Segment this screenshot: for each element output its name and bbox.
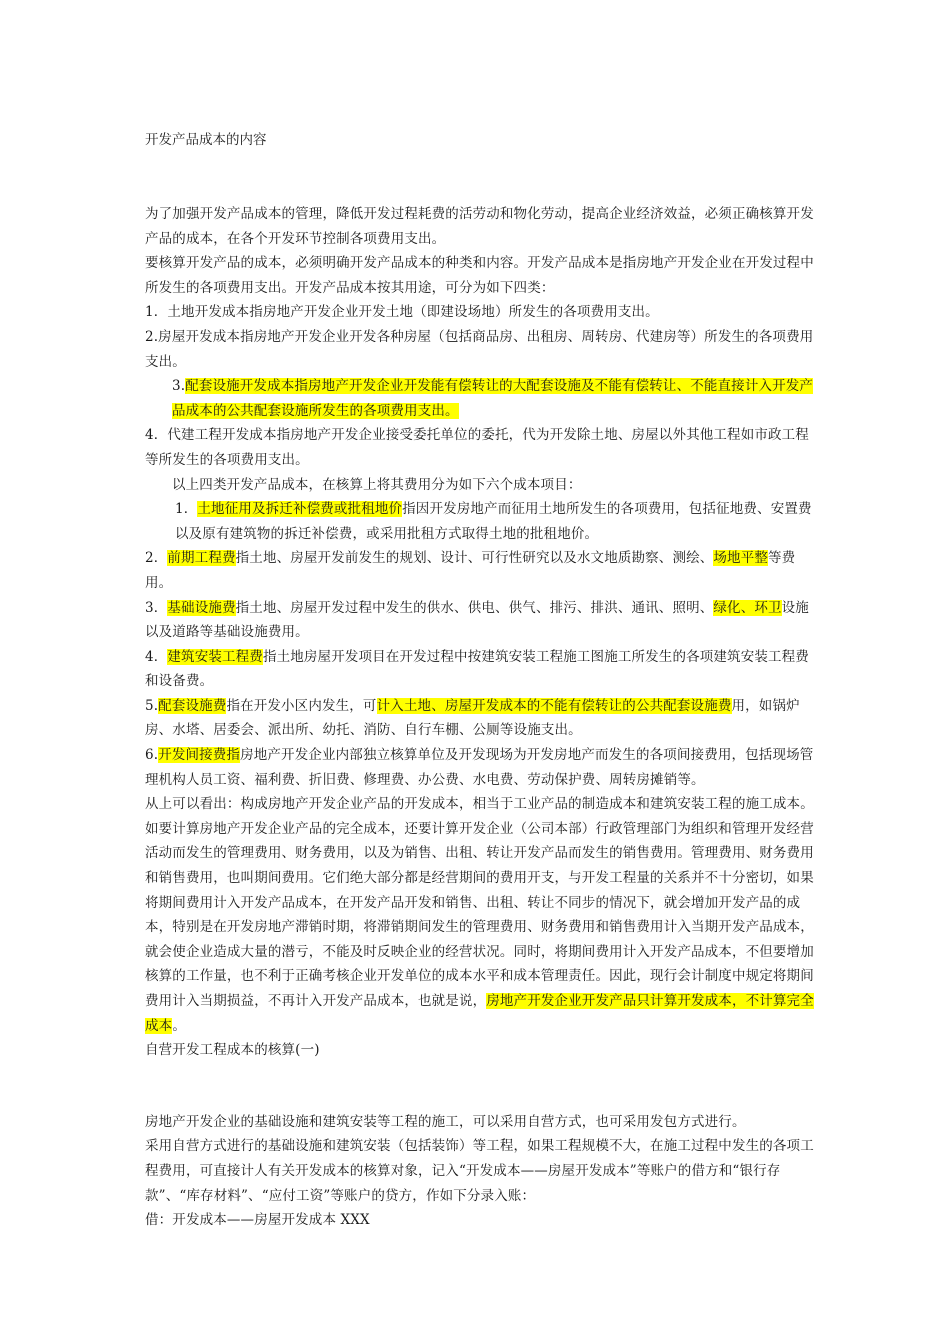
- cost-type-3: [145, 374, 815, 423]
- cost-item-5-end: 用，如锅炉房、水塔、居委会、派出所、幼托、消防、自行车棚、公厕等设施支出。: [145, 697, 800, 739]
- cost-item-1-number: 1．: [175, 501, 198, 518]
- cost-item-2-end: 等费用。: [145, 550, 796, 591]
- intro-paragraph-1: 为了加强开发产品成本的管理，降低开发过程耗费的活劳动和物化劳动，提高企业经济效益，必须正确核算开发产品的成本，在各个开发环节控制各项费用支出。: [145, 206, 814, 247]
- cost-item-3-text: 指土地、房屋开发过程中发生的供水、供电、供气、排污、排洪、通讯、照明、: [235, 599, 714, 616]
- cost-item-3-number: 3．: [145, 599, 168, 616]
- intro-paragraph-2: 要核算开发产品的成本，必须明确开发产品成本的种类和内容。开发产品成本是指房地产开发企业在开发过程中所发生的各项费用支出。开发产品成本按其用途，可分为如下四类：: [145, 255, 814, 296]
- cost-item-5-highlight-2: 计入土地、房屋开发成本的不能有偿转让的公共配套设施费: [376, 697, 732, 714]
- conclusion-text: 从上可以看出：构成房地产开发企业产品的开发成本，相当于工业产品的制造成本和建筑安装工程的施工成本。如要计算房地产开发企业产品的完全成本，还要计算开发企业（公司本部）行政管理部门为组织和管理开发经营活动而发生的管理费用、财务费用，以及为销售、出租、转让开发产品而发生的销售费用。管理费用、财务费用和销售费用，也叫期间费用。它们绝大部分都是经营期间的费用开支，与开发工程量的关系并不十分密切，如果将期间费用计入开发产品成本，在开发产品开发和销售、出租、转让不同步的情况下，就会增加开发产品的成本，特别是在开发房地产滞销时期，将滞销期间发生的管理费用、财务费用和销售费用计入当期开发产品成本，就会使企业造成大量的潜亏，不能及时反映企业的经营状况。同时，将期间费用计入开发产品成本，不但要增加核算的工作量，也不利于正确考核企业开发单位的成本水平和成本管理责任。因此，现行会计制度中规定将期间费用计入当期损益，不再计入开发产品成本，也就是说，: [145, 796, 814, 1009]
- cost-item-4-highlight: 建筑安装工程费: [167, 648, 263, 665]
- section-2-heading: 自营开发工程成本的核算(一): [145, 1042, 320, 1059]
- cost-item-4-text: 指土地房屋开发项目在开发过程中按建筑安装工程施工图施工所发生的各项建筑安装工程费和设备费。: [145, 648, 809, 690]
- cost-item-2-highlight-2: 场地平整: [713, 550, 768, 567]
- cost-item-5: [145, 694, 815, 743]
- section-gap: [145, 1063, 815, 1110]
- cost-item-3: [145, 596, 815, 645]
- cost-item-3-end: 设施以及道路等基础设施费用。: [145, 599, 809, 641]
- cost-type-4: 4．代建工程开发成本指房地产开发企业接受委托单位的委托，代为开发除土地、房屋以外其他工程如市政工程等所发生的各项费用支出。: [145, 427, 809, 468]
- cost-item-5-highlight: 配套设施费: [158, 697, 227, 714]
- cost-item-1: [145, 497, 815, 546]
- cost-item-3-highlight-2: 绿化、环卫: [713, 599, 782, 616]
- conclusion-highlight: 房地产开发企业开发产品只计算开发成本，不计算完全成本: [145, 993, 814, 1034]
- cost-item-6-number: 6.: [145, 747, 159, 764]
- cost-item-6-highlight: 开发间接费指: [158, 747, 241, 764]
- cost-type-1: 1．土地开发成本指房地产开发企业开发土地（即建设场地）所发生的各项费用支出。: [145, 304, 659, 321]
- cost-type-3-number: 3.: [172, 378, 186, 395]
- cost-item-5-text: 指在开发小区内发生，可: [226, 697, 377, 714]
- cost-type-3-highlight: 配套设施开发成本指房地产开发企业开发能有偿转让的大配套设施及不能有偿转让、不能直接计入开发产品成本的公共配套设施所发生的各项费用支出。: [172, 378, 814, 419]
- cost-items-intro: 以上四类开发产品成本，在核算上将其费用分为如下六个成本项目：: [172, 476, 582, 493]
- document-body: [145, 202, 815, 1233]
- section-2-paragraph-1: 房地产开发企业的基础设施和建筑安装等工程的施工，可以采用自营方式，也可采用发包方式进行。: [145, 1113, 746, 1130]
- cost-item-1-text: 指因开发房地产而征用土地所发生的各项费用，包括征地费、安置费以及原有建筑物的拆迁补偿费，或采用批租方式取得土地的批租地价。: [175, 501, 812, 542]
- cost-item-2-number: 2．: [145, 550, 168, 567]
- cost-item-3-highlight: 基础设施费: [167, 599, 236, 616]
- cost-item-2: [145, 546, 815, 595]
- cost-item-1-highlight: 土地征用及拆迁补偿费或批租地价: [197, 501, 403, 518]
- journal-entry: 借：开发成本——房屋开发成本 XXX: [145, 1212, 370, 1229]
- cost-item-6: [145, 743, 815, 792]
- cost-item-4-number: 4．: [145, 648, 168, 665]
- cost-item-5-number: 5.: [145, 697, 159, 714]
- cost-item-2-text: 指土地、房屋开发前发生的规划、设计、可行性研究以及水文地质勘察、测绘、: [235, 550, 714, 567]
- cost-item-4: [145, 645, 815, 694]
- cost-item-6-text: 房地产开发企业内部独立核算单位及开发现场为开发房地产而发生的各项间接费用，包括现场管理机构人员工资、福利费、折旧费、修理费、办公费、水电费、劳动保护费、周转房摊销等。: [145, 747, 814, 788]
- conclusion-end: 。: [172, 1017, 186, 1034]
- cost-type-2: 2.房屋开发成本指房地产开发企业开发各种房屋（包括商品房、出租房、周转房、代建房等）所发生的各项费用支出。: [145, 328, 814, 370]
- section-2-paragraph-2: 采用自营方式进行的基础设施和建筑安装（包括装饰）等工程，如果工程规模不大，在施工过程中发生的各项工程费用，可直接计人有关开发成本的核算对象，记入“开发成本——房屋开发成本”等账户的借方和“银行存款”、“库存材料”、“应付工资”等账户的贷方，作如下分录入账：: [145, 1138, 814, 1204]
- document-title: 开发产品成本的内容: [145, 132, 267, 148]
- cost-item-2-highlight: 前期工程费: [167, 550, 236, 567]
- conclusion-paragraph: [145, 792, 815, 1038]
